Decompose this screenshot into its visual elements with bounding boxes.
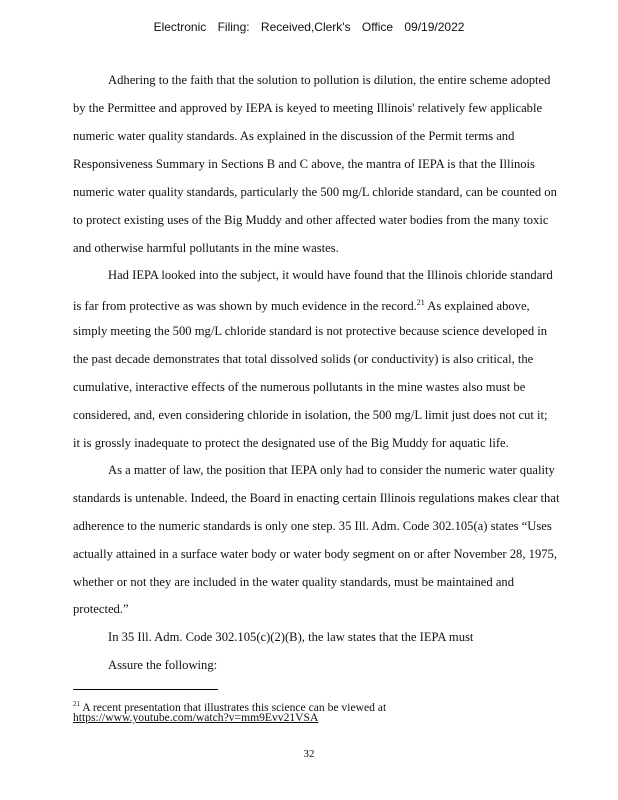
footnote-number: 21 [73,700,80,708]
body-line: adherence to the numeric standards is only one step. 35 Ill. Adm. Code 302.105(a) states “Uses [73,519,552,533]
body-line: protected.” [73,602,129,616]
footnote-link[interactable]: https://www.youtube.com/watch?v=mm9Evv21VSA [73,711,319,724]
page-number: 32 [303,748,315,760]
body-line: As a matter of law, the position that IEPA only had to consider the numeric water quality [108,463,555,477]
body-line: cumulative, interactive effects of the numerous pollutants in the mine wastes also must be [73,380,526,394]
footnote-text: A recent presentation that illustrates this science can be viewed at [82,700,387,714]
body-text: As explained above, [427,299,530,314]
body-text: is far from protective as was shown by much evidence in the record. [73,299,417,314]
body-line: the past decade demonstrates that total dissolved solids (or conductivity) is also critical, the [73,352,534,366]
body-line: standards is untenable. Indeed, the Board in enacting certain Illinois regulations makes clear that [73,491,560,505]
body-line: In 35 Ill. Adm. Code 302.105(c)(2)(B), the law states that the IEPA must [108,630,474,644]
body-line: Responsiveness Summary in Sections B and C above, the mantra of IEPA is that the Illinois [73,157,535,171]
filing-header: Electronic Filing: Received,Clerk's Office 09/19/2022 [153,20,465,34]
body-line: numeric water quality standards, particularly the 500 mg/L chloride standard, can be counted on [73,185,557,199]
body-line: Had IEPA looked into the subject, it would have found that the Illinois chloride standard [108,268,553,282]
body-line: considered, and, even considering chloride in isolation, the 500 mg/L limit just does not cut it; [73,408,548,422]
body-line: numeric water quality standards. As explained in the discussion of the Permit terms and [73,129,515,143]
body-line: simply meeting the 500 mg/L chloride standard is not protective because science developed in [73,324,548,338]
body-line: Adhering to the faith that the solution to pollution is dilution, the entire scheme adopted [108,73,551,87]
body-line: it is grossly inadequate to protect the designated use of the Big Muddy for aquatic life. [73,436,509,450]
body-line: by the Permittee and approved by IEPA is keyed to meeting Illinois' relatively few applicable [73,101,543,115]
body-line: Assure the following: [108,658,218,672]
body-line-with-footnote [73,295,598,314]
footnote-reference: 21 [416,298,425,307]
body-line: whether or not they are included in the water quality standards, must be maintained and [73,575,514,589]
footnote-divider [73,689,218,690]
footnote-link-line [73,711,598,725]
body-line: to protect existing uses of the Big Muddy and other affected water bodies from the many toxic [73,213,549,227]
body-line: actually attained in a surface water body or water body segment on or after November 28, 1975, [73,547,557,561]
body-line: and otherwise harmful pollutants in the mine wastes. [73,241,339,255]
